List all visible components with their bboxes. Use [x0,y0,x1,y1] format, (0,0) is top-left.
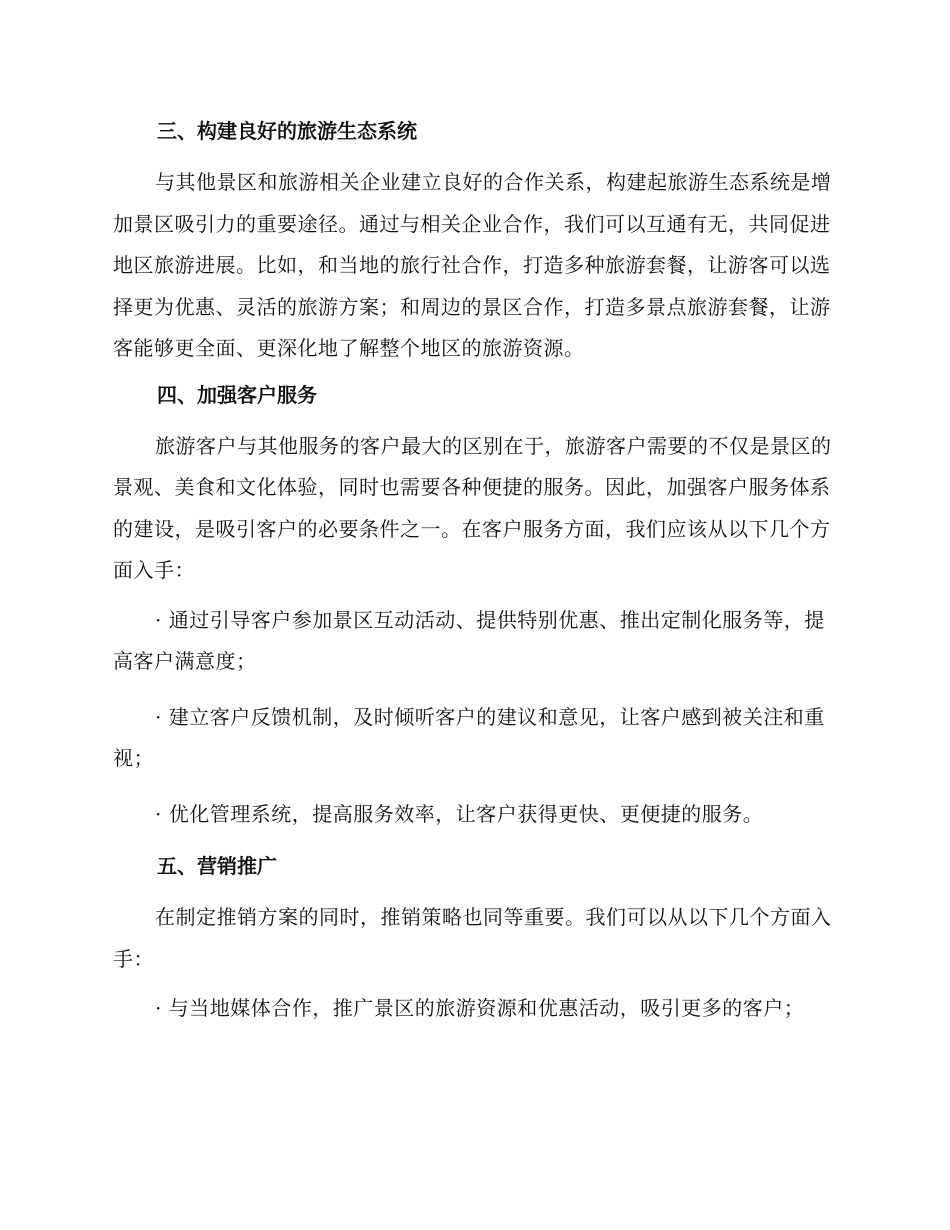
bullet-item: · 与当地媒体合作，推广景区的旅游资源和优惠活动，吸引更多的客户； [155,996,805,1020]
bullet-item: · 通过引导客户参加景区互动活动、提供特别优惠、推出定制化服务等，提高客户满意度； [113,607,825,673]
section-paragraph-5: 在制定推销方案的同时，推销策略也同等重要。我们可以从以下几个方面入手： [113,905,832,971]
section-heading-3: 三、构建良好的旅游生态系统 [157,119,417,143]
section-paragraph-3: 与其他景区和旅游相关企业建立良好的合作关系，构建起旅游生态系统是增加景区吸引力的重要途径。通过与相关企业合作，我们可以互通有无，共同促进地区旅游进展。比如，和当地的旅行社合作，打造多种旅游套餐，让游客可以选择更为优惠、灵活的旅游方案；和周边的景区合作，打造多景点旅游套餐，让游客能够更全面、更深化地了解整个地区的旅游资源。 [113,170,832,360]
document-page [113,110,835,1044]
bullet-item: · 优化管理系统，提高服务效率，让客户获得更快、更便捷的服务。 [155,801,764,826]
bullet-item: · 建立客户反馈机制，及时倾听客户的建议和意见，让客户感到被关注和重视； [113,704,825,770]
section-heading-5: 五、营销推广 [157,854,277,878]
section-paragraph-4: 旅游客户与其他服务的客户最大的区别在于，旅游客户需要的不仅是景区的景观、美食和文化体验，同时也需要各种便捷的服务。因此，加强客户服务体系的建设，是吸引客户的必要条件之一。在客户服务方面，我们应该从以下几个方面入手： [113,433,832,582]
section-heading-4: 四、加强客户服务 [157,382,317,407]
